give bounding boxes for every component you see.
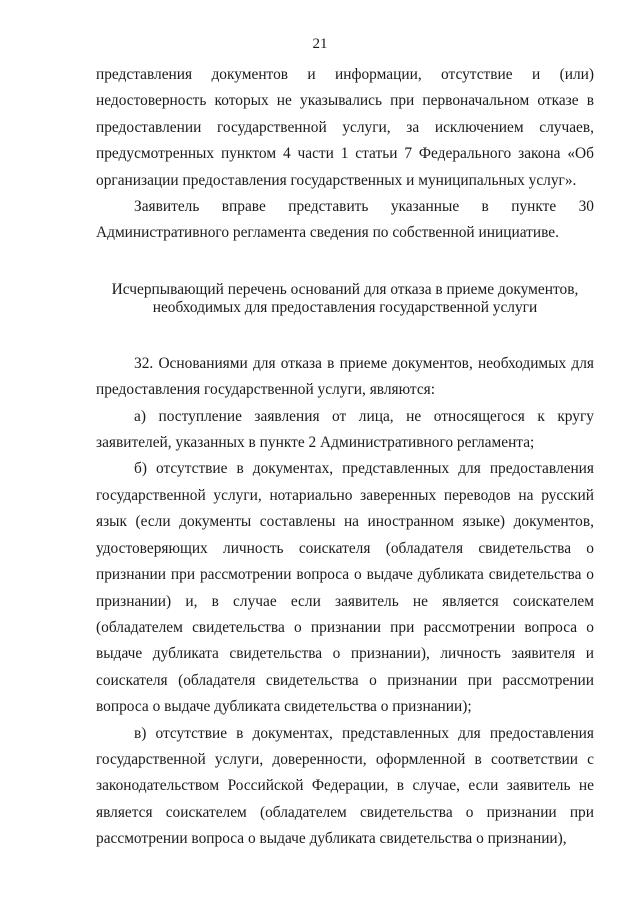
paragraph-continuation: представления документов и информации, отсутствие и (или) недостоверность которых не указывались при первоначальном отказе в предоставлении государственной услуги, за исключением случаев, предусмотренных пунктом 4 части 1 статьи 7 Федерального закона «Об организации предоставления государственных и муниципальных услуг». [96, 66, 594, 189]
spacer [96, 247, 594, 281]
section-heading-line-1: Исчерпывающий перечень оснований для отказа в приеме документов, [111, 280, 579, 298]
paragraph-32: 32. Основаниями для отказа в приеме документов, необходимых для предоставления государственной услуги, являются: [96, 354, 594, 399]
paragraph-applicant-right: Заявитель вправе представить указанные в пункте 30 Административного регламента сведения по собственной инициативе. [96, 198, 594, 242]
paragraph-item-a: а) поступление заявления от лица, не относящегося к кругу заявителей, указанных в пункте 2 Административного регламента; [96, 407, 594, 452]
section-heading-line-2: необходимых для предоставления государственной услуги [152, 298, 538, 316]
spacer [96, 317, 594, 351]
document-body [96, 62, 594, 853]
section-heading [96, 281, 594, 317]
paragraph-item-b: б) отсутствие в документах, представленных для предоставления государственной услуги, нотариально заверенных переводов на русский язык (если документы составлены на иностранном языке) документов, удостоверяющих личность соискателя (обладателя свидетельства о признании при рассмотрении вопроса о выдаче дубликата свидетельства о признании) и, в случае если заявитель не является соискателем (обладателем свидетельства о признании при рассмотрении вопроса о выдаче дубликата свидетельства о признании), личность заявителя и соискателя (обладателя свидетельства о признании при рассмотрении вопроса о выдаче дубликата свидетельства о признании); [96, 460, 594, 716]
page-number: 21 [312, 36, 328, 52]
paragraph-item-v: в) отсутствие в документах, представленных для предоставления государственной услуги, доверенности, оформленной в соответствии с законодательством Российской Федерации, в случае, если заявитель не является соискателем (обладателем свидетельства о признании при рассмотрении вопроса о выдаче дубликата свидетельства о признании), [96, 724, 594, 848]
